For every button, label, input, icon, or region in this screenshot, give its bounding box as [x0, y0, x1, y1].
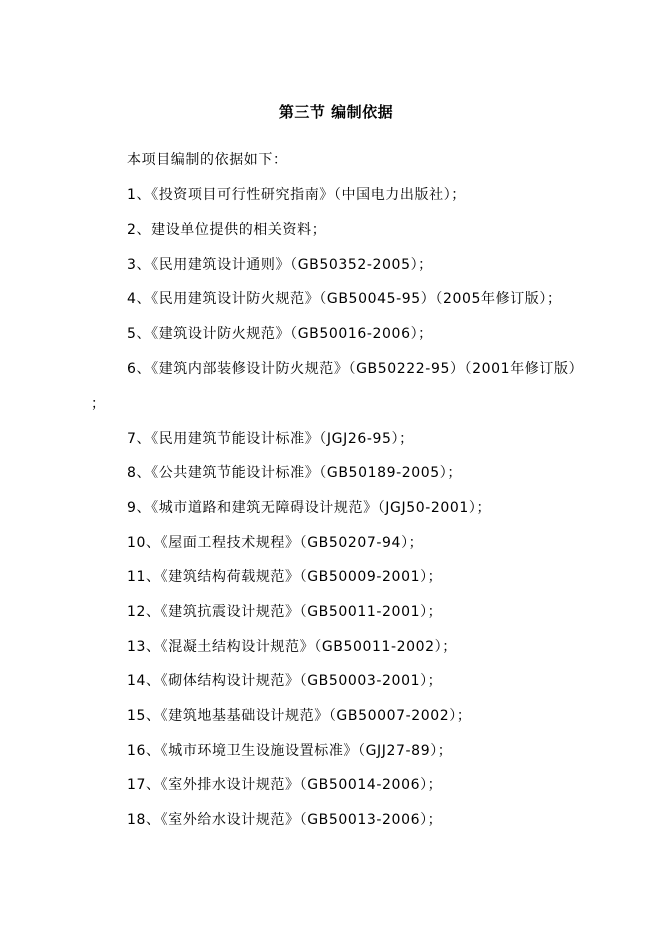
list-item-3: 3、《民用建筑设计通则》（GB50352-2005）；: [127, 257, 433, 273]
list-item-2: 2、建设单位提供的相关资料；: [127, 222, 327, 238]
list-item-13: 13、《混凝土结构设计规范》（GB50011-2002）；: [127, 639, 457, 655]
list-item-17: 17、《室外排水设计规范》（GB50014-2006）；: [127, 777, 443, 793]
list-item-12: 12、《建筑抗震设计规范》（GB50011-2001）；: [127, 604, 443, 620]
list-item-10: 10、《屋面工程技术规程》（GB50207-94）；: [127, 535, 424, 551]
section-title: 第三节 编制依据: [278, 103, 394, 121]
list-item-4: 4、《民用建筑设计防火规范》（GB50045-95）（2005年修订版）；: [127, 291, 562, 307]
list-item-9: 9、《城市道路和建筑无障碍设计规范》（JGJ50-2001）；: [127, 500, 492, 516]
list-item-7: 7、《民用建筑节能设计标准》（JGJ26-95）；: [127, 431, 414, 447]
intro-text: 本项目编制的依据如下：: [127, 152, 288, 168]
list-item-14: 14、《砌体结构设计规范》（GB50003-2001）；: [127, 673, 443, 689]
list-item-6-continuation: ；: [91, 396, 105, 412]
list-item-5: 5、《建筑设计防火规范》（GB50016-2006）；: [127, 326, 433, 342]
list-item-16: 16、《城市环境卫生设施设置标准》（GJJ27-89）；: [127, 743, 453, 759]
list-item-8: 8、《公共建筑节能设计标准》（GB50189-2005）；: [127, 465, 462, 481]
list-item-6: 6、《建筑内部装修设计防火规范》（GB50222-95）（2001年修订版）: [127, 361, 584, 377]
list-item-1: 1、《投资项目可行性研究指南》（中国电力出版社）；: [127, 187, 466, 203]
list-item-11: 11、《建筑结构荷载规范》（GB50009-2001）；: [127, 569, 443, 585]
list-item-15: 15、《建筑地基基础设计规范》（GB50007-2002）；: [127, 708, 472, 724]
list-item-18: 18、《室外给水设计规范》（GB50013-2006）；: [127, 812, 443, 828]
